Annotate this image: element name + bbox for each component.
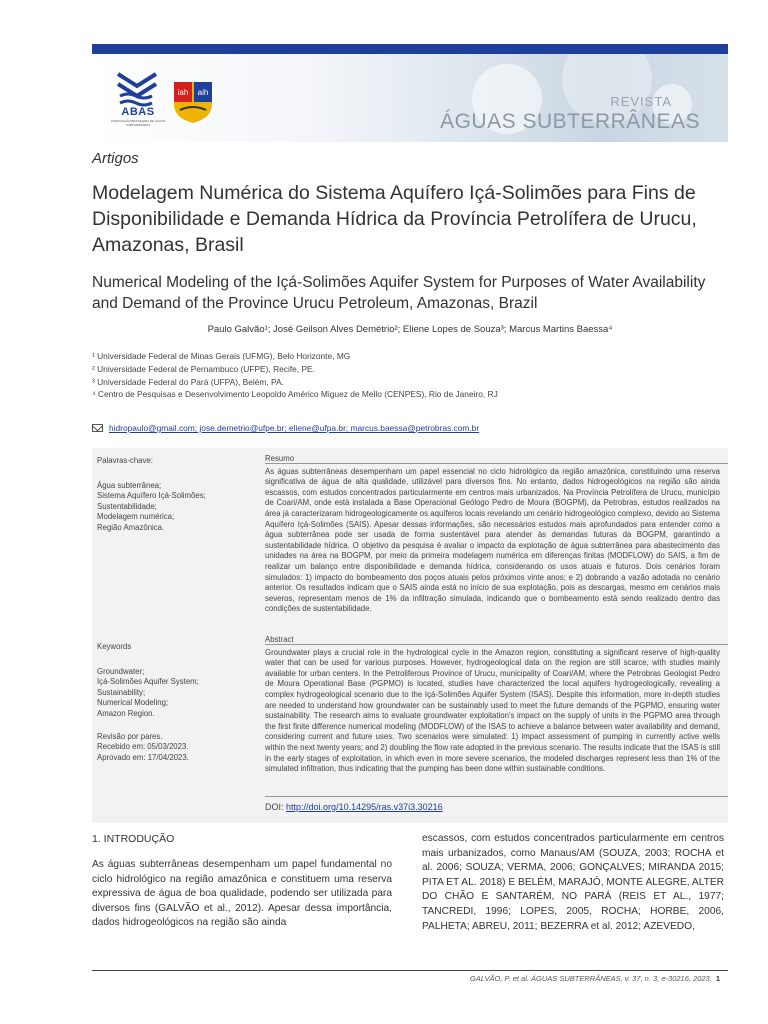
header-top-bar: [92, 44, 728, 54]
affiliation-item: ³ Universidade Federal do Pará (UFPA), Belém, PA.: [92, 376, 284, 387]
keyword-item: Sistema Aquífero Içá-Solimões;: [97, 491, 206, 501]
keyword-item: Sustainability;: [97, 687, 146, 697]
resumo-heading: Resumo: [265, 454, 295, 463]
approved-date: Aprovado em: 17/04/2023.: [97, 752, 189, 762]
iah-logo-icon: [172, 80, 214, 124]
keyword-item: Região Amazônica.: [97, 522, 165, 532]
keywords-en-heading: Keywords: [97, 642, 132, 651]
abas-wordmark: ABAS: [121, 106, 155, 118]
affiliation-item: ⁴ Centro de Pesquisas e Desenvolvimento Leopoldo Américo Miguez de Mello (CENPES), Rio de Janeiro, RJ: [92, 389, 498, 400]
intro-paragraph-left: As águas subterrâneas desempenham um papel fundamental no ciclo hidrológico na região amazônica e constituem uma reserva expressiva de água de boa qualidade, podendo ser utilizada para diversos fins (GALVÃO et al., 2012). Apesar dessa importância, dados hidrogeológicos na região são ainda: [92, 859, 392, 929]
abstract-text: Groundwater plays a crucial role in the hydrological cycle in the Amazon region, constituting a significant reserve of high-quality water that can be used for various purposes. However, hydrogeological data on the region are still scarce, with studies mainly available for urban centers. In the Petroliferous Province of Urucu, municipality of Coari/AM, where the Petrobras Geologist Pedro de Moura Operational Base (PGPMO) is located, studies have characterized the local aquifers hydrogeologically, revealing a complex hydrogeological scenario due to the Içá-Solimões Aquifer System (ISAS). Despite this information, more in-depth studies are needed to understand how groundwater can be sustainably used to meet the future demands of the PGPMO, ensuring water sustainability. The research aims to evaluate groundwater exploitation's impact on the supply of units in the PGPMO area through the first finite difference numerical modeling (MODFLOW) of the ISAS to achieve a balance between water availability and demand, considering current and future uses. Two scenarios were simulated: 1) impact assessment of pumping in currently active wells within the next twenty years; and 2) doubling the flow rate adopted in the previous scenario. The results indicate that the ISAS is still in the early stages of exploitation, in which even in more severe scenarios, the modeled discharges represent less than 1% of the simulated infiltration, thus indicating that the pumping has been done within sustainable conditions.: [265, 647, 720, 774]
email-links[interactable]: hidropaulo@gmail.com; jose.demetrio@ufpe.br; eliene@ufpa.br; marcus.baessa@petrobras.com.br: [109, 423, 480, 433]
journal-banner: [92, 54, 728, 142]
abas-subtitle: ASSOCIAÇÃO BRASILEIRA DE ÁGUAS SUBTERRÂNEAS: [110, 119, 166, 127]
received-date: Recebido em: 05/03/2023.: [97, 742, 189, 752]
author-list: Paulo Galvão¹; José Geilson Alves Demétrio²; Eliene Lopes de Souza³; Marcus Martins Baessa⁴: [207, 324, 613, 335]
footer-citation: [470, 974, 720, 983]
affiliation-item: ² Universidade Federal de Pernambuco (UFPE), Recife, PE.: [92, 363, 315, 374]
affiliation-item: ¹ Universidade Federal de Minas Gerais (UFMG), Belo Horizonte, MG: [92, 351, 351, 361]
doi-label: DOI:: [265, 802, 284, 812]
journal-title: ÁGUAS SUBTERRÂNEAS: [440, 110, 700, 133]
keyword-item: Içá-Solimões Aquifer System;: [97, 677, 199, 687]
divider: [265, 796, 728, 797]
section-heading-introduction: 1. INTRODUÇÃO: [92, 833, 175, 845]
keyword-item: Amazon Region.: [97, 708, 155, 718]
keywords-pt-heading: Palavras-chave:: [97, 456, 153, 465]
keywords-en: [97, 642, 252, 763]
resumo-block: [265, 454, 720, 615]
resumo-text: As águas subterrâneas desempenham um papel essencial no ciclo hidrológico da região amazônica, constituindo uma reserva significativa de água de alta qualidade, utilizável para diversos fins. No entanto, dados hidrogeológicos na região são ainda escassos, com estudos concentrados particularmente em centros mais urbanizados. Na Província Petrolífera de Urucu, município de Coari/AM, onde está instalada a Base Operacional Geólogo Pedro de Moura (BOGPM), da Petrobras, estudos realizados na área já caracterizaram hidrogeologicamente os aquíferos locais revelando um cenário hidrogeológico complexo, devido ao Sistema Aquífero Içá-Solimões (SAIS). Apesar dessas informações, são necessários estudos mais aprofundados para entender como a água subterrânea pode ser usada de forma sustentável para atender às demandas futuras da BOGPM, garantindo a sustentabilidade hídrica. O objetivo da pesquisa é avaliar o impacto da explotação de água subterrânea para abastecimento das unidades na área na BOGPM, por meio da primeira modelagem numérica em diferenças finitas (MODFLOW) do SAIS, a fim de realizar um balanço entre disponibilidade e demanda hídrica, considerando os usos atuais e futuros. Dois cenários foram simulados: 1) impacto do bombeamento dos poços atuais pelos próximos vinte anos; e 2) dobrando a vazão adotada no cenário anterior. Os resultados indicam que o SAIS ainda está no início de sua explotação, pois as descargas, mesmo em cenários mais severos, representam menos de 1% da infiltração simulada, indicando que o bombeamento está sendo realizado dentro das condições de sustentabilidade.: [265, 466, 720, 614]
doi-line: [265, 802, 443, 812]
review-note: Revisão por pares.: [97, 731, 163, 741]
svg-text:iah: iah: [177, 88, 189, 97]
footer-rule: [92, 970, 728, 971]
keyword-item: Água subterrânea;: [97, 480, 162, 490]
intro-paragraph-right: escassos, com estudos concentrados particularmente em centros mais urbanizados, como Manaus/AM (SOUZA, 2003; ROCHA et al. 2006; SOUZA; VERMA, 2006; GONÇALVES; MIRANDA 2015; PITA ET AL. 2018) E BELÉM, MARAJÓ, MONTE ALEGRE, ALTER DO CHÃO E SANTARÉM, NO PARÁ (REIS ET AL., 1977; TANCREDI, 1996; LOPES, 2005, ROCHA; HORBE, 2006, PALHETA; ABREU, 2011; BEZERRA et al. 2012; AZEVEDO,: [422, 833, 724, 932]
page-number: 1: [715, 974, 720, 983]
article-title-en: Numerical Modeling of the Içá-Solimões Aquifer System for Purposes of Water Availability and Demand of the Province Urucu Petroleum, Amazonas, Brazil: [92, 274, 706, 312]
keyword-item: Groundwater;: [97, 666, 145, 676]
keyword-item: Sustentabilidade;: [97, 501, 157, 511]
doi-link[interactable]: http://doi.org/10.14295/ras.v37i3.30216: [286, 802, 443, 812]
email-row: [92, 423, 728, 433]
affiliations: [92, 350, 728, 401]
citation-text: GALVÃO, P. et al. ÁGUAS SUBTERRÂNEAS, v. 37, n. 3, e-30216, 2023.: [469, 974, 712, 983]
envelope-icon: [92, 424, 103, 432]
keywords-pt: [97, 456, 252, 534]
section-label: Artigos: [92, 150, 139, 167]
keyword-item: Numerical Modeling;: [97, 698, 169, 708]
keyword-item: Modelagem numérica;: [97, 512, 175, 522]
abstract-block: [265, 635, 720, 775]
svg-text:aih: aih: [197, 88, 209, 97]
article-title-pt: Modelagem Numérica do Sistema Aquífero Içá-Solimões para Fins de Disponibilidade e Demanda Hídrica da Província Petrolífera de Urucu, Amazonas, Brasil: [92, 182, 697, 256]
abstract-heading: Abstract: [265, 635, 294, 644]
revista-label: REVISTA: [610, 94, 672, 109]
